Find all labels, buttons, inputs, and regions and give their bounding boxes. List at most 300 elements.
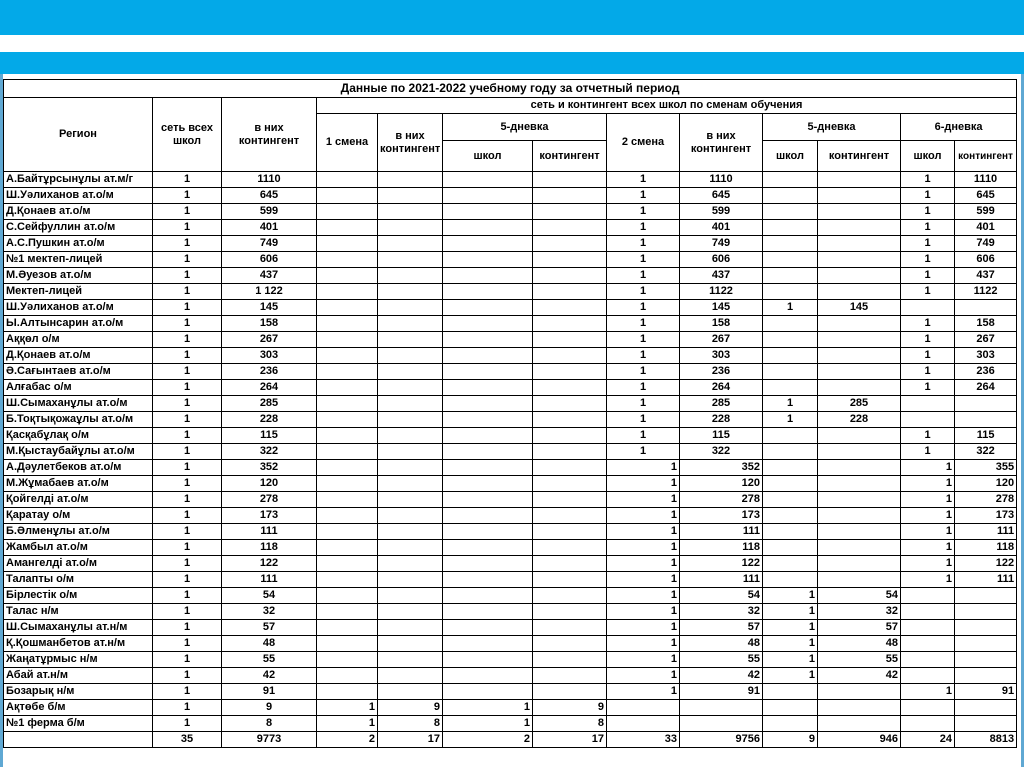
value-cell xyxy=(955,588,1017,604)
value-cell: 645 xyxy=(955,188,1017,204)
value-cell xyxy=(443,188,533,204)
table-row xyxy=(4,300,1017,316)
value-cell: 285 xyxy=(680,396,763,412)
value-cell xyxy=(378,428,443,444)
value-cell xyxy=(763,284,818,300)
value-cell xyxy=(378,188,443,204)
value-cell: 1 xyxy=(763,620,818,636)
value-cell: 115 xyxy=(680,428,763,444)
region-cell: Б.Тоқтықожаұлы ат.о/м xyxy=(4,412,153,428)
value-cell: 285 xyxy=(818,396,901,412)
value-cell: 1 xyxy=(763,300,818,316)
table-row xyxy=(4,284,1017,300)
region-cell: Амангелді ат.о/м xyxy=(4,556,153,572)
value-cell: 1 xyxy=(607,524,680,540)
region-cell: Бозарық н/м xyxy=(4,684,153,700)
header-five-day-2: 5-дневка xyxy=(763,114,901,141)
value-cell xyxy=(533,380,607,396)
value-cell: 1 122 xyxy=(222,284,317,300)
region-cell: Ә.Сағынтаев ат.о/м xyxy=(4,364,153,380)
table-row xyxy=(4,380,1017,396)
region-cell: Алғабас о/м xyxy=(4,380,153,396)
value-cell: 437 xyxy=(955,268,1017,284)
value-cell xyxy=(378,620,443,636)
value-cell xyxy=(317,300,378,316)
value-cell xyxy=(533,396,607,412)
value-cell: 1 xyxy=(607,220,680,236)
value-cell: 42 xyxy=(818,668,901,684)
value-cell xyxy=(443,636,533,652)
value-cell: 1 xyxy=(607,492,680,508)
value-cell: 1 xyxy=(607,252,680,268)
value-cell: 1 xyxy=(763,652,818,668)
value-cell: 1 xyxy=(901,220,955,236)
table-row xyxy=(4,332,1017,348)
value-cell xyxy=(378,668,443,684)
value-cell xyxy=(443,620,533,636)
value-cell: 111 xyxy=(955,524,1017,540)
value-cell xyxy=(533,652,607,668)
value-cell: 9 xyxy=(378,700,443,716)
value-cell xyxy=(533,572,607,588)
value-cell xyxy=(818,268,901,284)
value-cell: 122 xyxy=(955,556,1017,572)
value-cell: 1 xyxy=(153,348,222,364)
value-cell xyxy=(533,636,607,652)
value-cell xyxy=(818,364,901,380)
region-cell: М.Қыстаубайұлы ат.о/м xyxy=(4,444,153,460)
value-cell: 120 xyxy=(955,476,1017,492)
value-cell xyxy=(818,492,901,508)
value-cell xyxy=(533,540,607,556)
value-cell xyxy=(763,556,818,572)
value-cell: 1 xyxy=(901,444,955,460)
value-cell: 1110 xyxy=(955,172,1017,188)
value-cell: 145 xyxy=(680,300,763,316)
value-cell: 1 xyxy=(317,716,378,732)
value-cell: 1 xyxy=(153,460,222,476)
value-cell xyxy=(317,284,378,300)
table-row xyxy=(4,588,1017,604)
value-cell xyxy=(378,220,443,236)
header-shifts: сеть и контингент всех школ по сменам обучения xyxy=(317,98,1017,114)
value-cell xyxy=(818,540,901,556)
total-cell: 24 xyxy=(901,732,955,748)
value-cell: 1 xyxy=(607,604,680,620)
table-row xyxy=(4,652,1017,668)
total-cell: 8813 xyxy=(955,732,1017,748)
value-cell xyxy=(378,540,443,556)
value-cell: 401 xyxy=(222,220,317,236)
value-cell: 8 xyxy=(378,716,443,732)
value-cell xyxy=(317,332,378,348)
value-cell xyxy=(955,636,1017,652)
value-cell xyxy=(378,396,443,412)
value-cell: 1 xyxy=(153,220,222,236)
value-cell: 267 xyxy=(680,332,763,348)
value-cell xyxy=(317,524,378,540)
value-cell: 1 xyxy=(153,252,222,268)
value-cell xyxy=(443,220,533,236)
value-cell xyxy=(763,444,818,460)
value-cell xyxy=(317,684,378,700)
value-cell xyxy=(533,348,607,364)
total-cell: 9756 xyxy=(680,732,763,748)
region-cell: Ы.Алтынсарин ат.о/м xyxy=(4,316,153,332)
table-row xyxy=(4,556,1017,572)
value-cell xyxy=(533,620,607,636)
value-cell xyxy=(533,460,607,476)
value-cell xyxy=(317,588,378,604)
value-cell xyxy=(955,716,1017,732)
value-cell: 1 xyxy=(607,172,680,188)
value-cell xyxy=(818,508,901,524)
value-cell xyxy=(533,684,607,700)
value-cell xyxy=(378,300,443,316)
table-row xyxy=(4,604,1017,620)
value-cell xyxy=(317,652,378,668)
value-cell xyxy=(955,620,1017,636)
value-cell xyxy=(818,188,901,204)
value-cell: 1 xyxy=(607,332,680,348)
value-cell xyxy=(955,300,1017,316)
value-cell: 437 xyxy=(680,268,763,284)
value-cell: 1 xyxy=(153,268,222,284)
table-row xyxy=(4,476,1017,492)
header-region: Регион xyxy=(4,98,153,172)
value-cell: 1 xyxy=(607,652,680,668)
value-cell xyxy=(763,540,818,556)
region-cell: Ш.Уәлиханов ат.о/м xyxy=(4,300,153,316)
region-cell: Жаңатұрмыс н/м xyxy=(4,652,153,668)
value-cell: 1 xyxy=(153,700,222,716)
value-cell: 1 xyxy=(607,556,680,572)
value-cell xyxy=(443,236,533,252)
value-cell: 91 xyxy=(680,684,763,700)
value-cell xyxy=(317,556,378,572)
value-cell xyxy=(378,332,443,348)
value-cell xyxy=(533,220,607,236)
value-cell xyxy=(378,572,443,588)
value-cell: 91 xyxy=(955,684,1017,700)
value-cell xyxy=(763,460,818,476)
value-cell xyxy=(763,172,818,188)
value-cell: 1 xyxy=(153,332,222,348)
value-cell xyxy=(443,428,533,444)
value-cell xyxy=(317,604,378,620)
value-cell xyxy=(443,460,533,476)
value-cell: 1 xyxy=(607,460,680,476)
region-cell: М.Жұмабаев ат.о/м xyxy=(4,476,153,492)
value-cell: 1 xyxy=(607,668,680,684)
total-cell: 33 xyxy=(607,732,680,748)
region-cell: Абай ат.н/м xyxy=(4,668,153,684)
region-cell: Талас н/м xyxy=(4,604,153,620)
region-cell: Ш.Уәлиханов ат.о/м xyxy=(4,188,153,204)
value-cell: 57 xyxy=(222,620,317,636)
value-cell xyxy=(818,476,901,492)
value-cell xyxy=(680,700,763,716)
value-cell: 32 xyxy=(680,604,763,620)
value-cell xyxy=(533,604,607,620)
value-cell: 1110 xyxy=(222,172,317,188)
value-cell xyxy=(317,476,378,492)
value-cell xyxy=(901,636,955,652)
value-cell xyxy=(443,172,533,188)
value-cell: 111 xyxy=(222,572,317,588)
value-cell: 1 xyxy=(153,540,222,556)
value-cell xyxy=(533,508,607,524)
value-cell: 1 xyxy=(901,380,955,396)
value-cell xyxy=(818,716,901,732)
header-contingent-2: контингент xyxy=(818,141,901,172)
value-cell xyxy=(763,188,818,204)
value-cell: 55 xyxy=(680,652,763,668)
table-row xyxy=(4,396,1017,412)
value-cell: 1 xyxy=(153,428,222,444)
value-cell: 1 xyxy=(607,364,680,380)
value-cell: 749 xyxy=(222,236,317,252)
value-cell: 1 xyxy=(153,572,222,588)
table-row xyxy=(4,620,1017,636)
value-cell xyxy=(443,396,533,412)
table-row xyxy=(4,684,1017,700)
value-cell: 1 xyxy=(153,492,222,508)
value-cell: 228 xyxy=(222,412,317,428)
table-row xyxy=(4,364,1017,380)
value-cell: 1 xyxy=(607,316,680,332)
value-cell xyxy=(818,204,901,220)
value-cell xyxy=(533,332,607,348)
value-cell xyxy=(763,316,818,332)
region-cell: А.С.Пушкин ат.о/м xyxy=(4,236,153,252)
table-row xyxy=(4,204,1017,220)
value-cell xyxy=(317,636,378,652)
value-cell: 1 xyxy=(153,364,222,380)
value-cell xyxy=(763,364,818,380)
value-cell: 54 xyxy=(222,588,317,604)
region-cell: А.Дәулетбеков ат.о/м xyxy=(4,460,153,476)
header-school-2: школ xyxy=(763,141,818,172)
value-cell xyxy=(818,332,901,348)
value-cell: 91 xyxy=(222,684,317,700)
value-cell xyxy=(317,268,378,284)
value-cell xyxy=(443,204,533,220)
value-cell xyxy=(443,252,533,268)
value-cell: 1 xyxy=(153,380,222,396)
value-cell: 1 xyxy=(901,268,955,284)
value-cell: 9 xyxy=(533,700,607,716)
total-cell: 2 xyxy=(443,732,533,748)
value-cell: 1 xyxy=(153,284,222,300)
value-cell: 278 xyxy=(222,492,317,508)
value-cell: 599 xyxy=(955,204,1017,220)
totals-label-cell xyxy=(4,732,153,748)
value-cell xyxy=(443,524,533,540)
value-cell: 1 xyxy=(607,204,680,220)
value-cell: 120 xyxy=(680,476,763,492)
value-cell xyxy=(443,380,533,396)
value-cell: 278 xyxy=(955,492,1017,508)
value-cell: 1 xyxy=(607,300,680,316)
region-cell: С.Сейфуллин ат.о/м xyxy=(4,220,153,236)
value-cell xyxy=(533,172,607,188)
value-cell xyxy=(443,572,533,588)
value-cell xyxy=(378,364,443,380)
table-row xyxy=(4,268,1017,284)
value-cell: 1 xyxy=(901,348,955,364)
value-cell xyxy=(955,396,1017,412)
value-cell xyxy=(955,604,1017,620)
value-cell xyxy=(901,668,955,684)
value-cell xyxy=(533,476,607,492)
value-cell: 1 xyxy=(607,572,680,588)
value-cell xyxy=(533,428,607,444)
totals-row xyxy=(4,732,1017,748)
value-cell xyxy=(818,252,901,268)
table-row xyxy=(4,668,1017,684)
value-cell: 1 xyxy=(607,620,680,636)
value-cell xyxy=(533,668,607,684)
value-cell xyxy=(378,444,443,460)
region-cell: М.Әуезов ат.о/м xyxy=(4,268,153,284)
value-cell: 1 xyxy=(153,300,222,316)
value-cell: 1 xyxy=(901,476,955,492)
value-cell: 285 xyxy=(222,396,317,412)
value-cell xyxy=(763,684,818,700)
value-cell xyxy=(763,204,818,220)
value-cell: 599 xyxy=(222,204,317,220)
value-cell: 118 xyxy=(222,540,317,556)
value-cell xyxy=(317,572,378,588)
value-cell: 322 xyxy=(955,444,1017,460)
header-contingent-1: контингент xyxy=(533,141,607,172)
value-cell xyxy=(443,492,533,508)
value-cell xyxy=(378,380,443,396)
value-cell xyxy=(763,348,818,364)
value-cell: 1 xyxy=(153,444,222,460)
value-cell xyxy=(818,284,901,300)
value-cell: 118 xyxy=(680,540,763,556)
value-cell xyxy=(317,492,378,508)
value-cell xyxy=(533,364,607,380)
value-cell xyxy=(818,220,901,236)
value-cell xyxy=(378,348,443,364)
value-cell: 1 xyxy=(607,540,680,556)
value-cell xyxy=(763,476,818,492)
region-cell: Д.Қонаев ат.о/м xyxy=(4,348,153,364)
value-cell: 1 xyxy=(607,284,680,300)
value-cell xyxy=(317,316,378,332)
value-cell: 1 xyxy=(763,588,818,604)
region-cell: Талапты о/м xyxy=(4,572,153,588)
region-cell: Ш.Сымаханұлы ат.о/м xyxy=(4,396,153,412)
value-cell: 749 xyxy=(680,236,763,252)
value-cell: 1 xyxy=(901,172,955,188)
value-cell: 1 xyxy=(153,652,222,668)
region-cell: А.Байтұрсынұлы ат.м/г xyxy=(4,172,153,188)
header-five-day-1: 5-дневка xyxy=(443,114,607,141)
value-cell xyxy=(317,380,378,396)
value-cell xyxy=(378,236,443,252)
value-cell: 1 xyxy=(901,316,955,332)
header-shift2-contingent: в них контингент xyxy=(680,114,763,172)
value-cell: 267 xyxy=(955,332,1017,348)
value-cell: 1 xyxy=(901,252,955,268)
value-cell: 111 xyxy=(680,572,763,588)
value-cell xyxy=(818,172,901,188)
table-row xyxy=(4,412,1017,428)
table-row xyxy=(4,444,1017,460)
value-cell: 1 xyxy=(153,620,222,636)
value-cell xyxy=(901,652,955,668)
value-cell xyxy=(818,380,901,396)
header-contingent: в них контингент xyxy=(222,98,317,172)
header-shift1: 1 смена xyxy=(317,114,378,172)
value-cell xyxy=(378,524,443,540)
value-cell: 1 xyxy=(607,236,680,252)
value-cell: 111 xyxy=(222,524,317,540)
region-cell: Қаратау о/м xyxy=(4,508,153,524)
value-cell: 1 xyxy=(153,604,222,620)
region-cell: Қ.Қошманбетов ат.н/м xyxy=(4,636,153,652)
value-cell xyxy=(443,332,533,348)
value-cell: 303 xyxy=(955,348,1017,364)
header-school-1: школ xyxy=(443,141,533,172)
region-cell: Б.Әлменұлы ат.о/м xyxy=(4,524,153,540)
region-cell: Қойгелді ат.о/м xyxy=(4,492,153,508)
value-cell: 1 xyxy=(763,396,818,412)
value-cell xyxy=(317,444,378,460)
value-cell: 236 xyxy=(680,364,763,380)
value-cell: 606 xyxy=(955,252,1017,268)
value-cell xyxy=(901,716,955,732)
total-cell: 17 xyxy=(378,732,443,748)
value-cell xyxy=(378,684,443,700)
table-row xyxy=(4,716,1017,732)
total-cell: 9 xyxy=(763,732,818,748)
value-cell: 1 xyxy=(901,572,955,588)
value-cell xyxy=(763,700,818,716)
value-cell xyxy=(443,284,533,300)
value-cell: 55 xyxy=(818,652,901,668)
value-cell xyxy=(378,412,443,428)
value-cell xyxy=(443,540,533,556)
region-cell: Бірлестік о/м xyxy=(4,588,153,604)
value-cell xyxy=(763,252,818,268)
value-cell: 303 xyxy=(222,348,317,364)
value-cell: 1 xyxy=(153,396,222,412)
table-row xyxy=(4,492,1017,508)
value-cell: 32 xyxy=(818,604,901,620)
value-cell xyxy=(317,364,378,380)
value-cell: 228 xyxy=(680,412,763,428)
region-cell: Ш.Сымаханұлы ат.н/м xyxy=(4,620,153,636)
value-cell xyxy=(443,300,533,316)
value-cell: 1 xyxy=(901,524,955,540)
value-cell: 8 xyxy=(533,716,607,732)
table-row xyxy=(4,252,1017,268)
value-cell xyxy=(901,588,955,604)
header-six-day: 6-дневка xyxy=(901,114,1017,141)
total-cell: 9773 xyxy=(222,732,317,748)
total-cell: 35 xyxy=(153,732,222,748)
value-cell: 645 xyxy=(222,188,317,204)
table-row xyxy=(4,188,1017,204)
value-cell: 1 xyxy=(153,556,222,572)
top-banner xyxy=(0,0,1024,35)
value-cell: 1 xyxy=(763,604,818,620)
